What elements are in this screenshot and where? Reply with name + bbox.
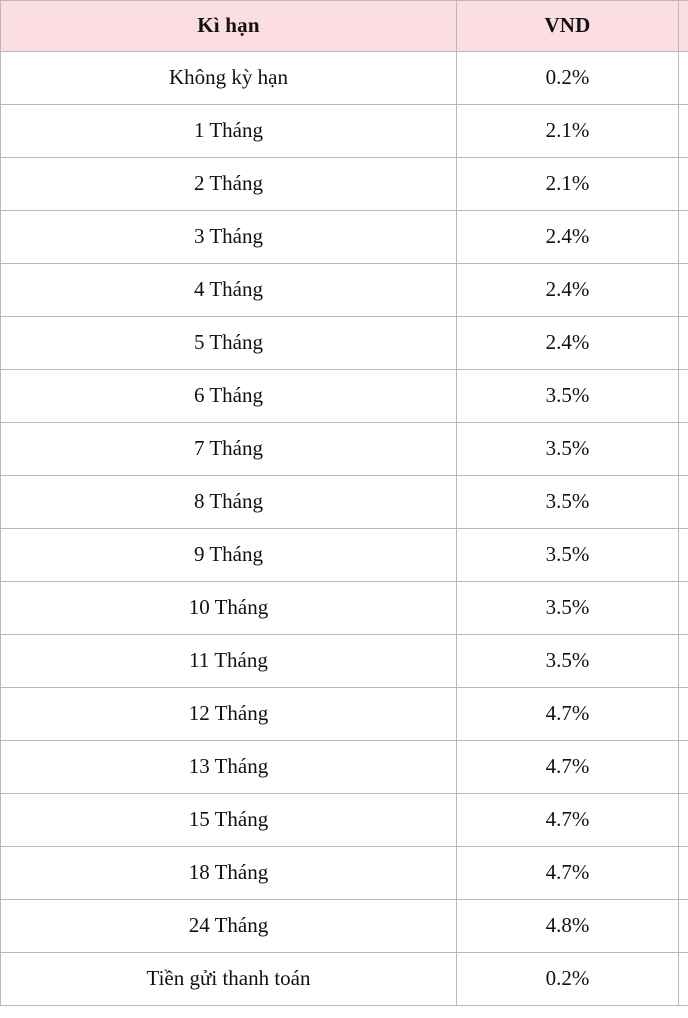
cell-term: Tiền gửi thanh toán [1,953,457,1006]
cell-term: 15 Tháng [1,794,457,847]
cell-overflow [679,52,688,105]
cell-overflow [679,794,688,847]
table-row [1,211,688,264]
column-header-term: Kì hạn [1,1,457,52]
table-row [1,317,688,370]
cell-overflow [679,635,688,688]
cell-vnd: 2.4% [457,211,679,264]
cell-term: 11 Tháng [1,635,457,688]
cell-term: 18 Tháng [1,847,457,900]
cell-vnd: 2.1% [457,158,679,211]
table-row [1,741,688,794]
cell-term: 12 Tháng [1,688,457,741]
table-row [1,635,688,688]
cell-vnd: 4.7% [457,688,679,741]
cell-overflow [679,370,688,423]
cell-vnd: 0.2% [457,52,679,105]
table-body [1,52,688,1006]
cell-term: 4 Tháng [1,264,457,317]
cell-vnd: 3.5% [457,635,679,688]
table-row [1,900,688,953]
cell-vnd: 4.7% [457,847,679,900]
cell-term: 10 Tháng [1,582,457,635]
cell-overflow [679,105,688,158]
cell-term: 2 Tháng [1,158,457,211]
cell-vnd: 4.7% [457,741,679,794]
table-row [1,370,688,423]
cell-term: 3 Tháng [1,211,457,264]
cell-term: 13 Tháng [1,741,457,794]
table-row [1,476,688,529]
table-row [1,688,688,741]
cell-term: 5 Tháng [1,317,457,370]
cell-vnd: 3.5% [457,582,679,635]
cell-overflow [679,317,688,370]
table-header-row [1,1,688,52]
table-row [1,847,688,900]
table-row [1,423,688,476]
cell-vnd: 4.8% [457,900,679,953]
cell-overflow [679,158,688,211]
table-row [1,529,688,582]
cell-term: 7 Tháng [1,423,457,476]
cell-overflow [679,688,688,741]
column-header-overflow [679,1,688,52]
cell-term: 1 Tháng [1,105,457,158]
cell-overflow [679,847,688,900]
column-header-vnd: VND [457,1,679,52]
cell-vnd: 3.5% [457,423,679,476]
cell-vnd: 2.4% [457,264,679,317]
cell-vnd: 3.5% [457,529,679,582]
cell-overflow [679,476,688,529]
cell-vnd: 4.7% [457,794,679,847]
cell-overflow [679,529,688,582]
table-row [1,953,688,1006]
cell-overflow [679,264,688,317]
table-row [1,105,688,158]
cell-overflow [679,423,688,476]
cell-term: 6 Tháng [1,370,457,423]
cell-vnd: 2.1% [457,105,679,158]
cell-overflow [679,741,688,794]
table-row [1,158,688,211]
table-row [1,52,688,105]
cell-vnd: 3.5% [457,476,679,529]
cell-term: 9 Tháng [1,529,457,582]
cell-vnd: 2.4% [457,317,679,370]
cell-overflow [679,953,688,1006]
cell-overflow [679,211,688,264]
cell-vnd: 0.2% [457,953,679,1006]
table-row [1,794,688,847]
table-row [1,264,688,317]
cell-overflow [679,900,688,953]
cell-term: Không kỳ hạn [1,52,457,105]
cell-overflow [679,582,688,635]
cell-term: 8 Tháng [1,476,457,529]
table-header [1,1,688,52]
cell-vnd: 3.5% [457,370,679,423]
table-row [1,582,688,635]
cell-term: 24 Tháng [1,900,457,953]
